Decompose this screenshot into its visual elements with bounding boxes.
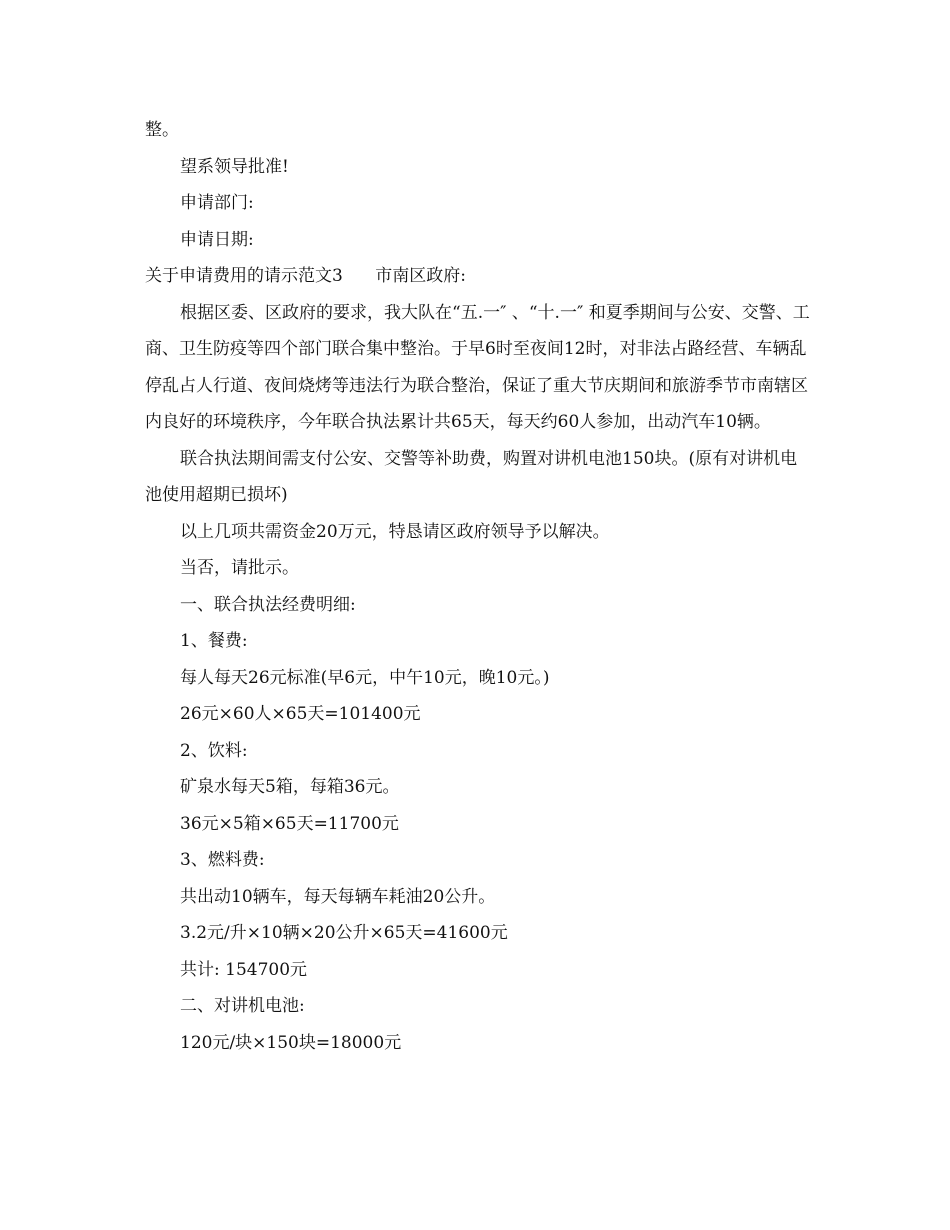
paragraph-meal-standard: 每人每天26元标准(早6元，中午10元，晚10元。) — [180, 667, 550, 688]
formula-battery-cost: 120元/块×150块=18000元 — [180, 1032, 402, 1053]
paragraph-funding-request: 以上几项共需资金20万元，特恳请区政府领导予以解决。 — [180, 521, 610, 542]
section-title: 关于申请费用的请示范文3 市南区政府: — [145, 266, 466, 286]
paragraph-vehicle-usage: 共出动10辆车，每天每辆车耗油20公升。 — [180, 886, 496, 907]
heading-beverage: 2、饮料: — [180, 740, 248, 761]
heading-radio-batteries: 二、对讲机电池: — [180, 996, 305, 1016]
total-expense: 共计: 154700元 — [180, 959, 308, 980]
paragraph-application-date: 申请日期: — [180, 229, 254, 250]
paragraph-instruction-request: 当否，请批示。 — [180, 558, 299, 578]
heading-meal-cost: 1、餐费: — [180, 631, 248, 651]
document-body — [145, 112, 810, 1061]
paragraph-approval-request: 望系领导批准! — [180, 156, 289, 177]
paragraph-background: 根据区委、区政府的要求，我大队在“五.一″ 、“十.一″ 和夏季期间与公安、交警、工商、卫生防疫等四个部门联合集中整治。于早6时至夜间12时，对非法占路经营、车辆乱停乱占人行道、夜间烧烤等违法行为联合整治，保证了重大节庆期间和旅游季节市南辖区内良好的环境秩序，今年联合执法累计共65天，每天约60人参加，出动汽车10辆。 — [145, 302, 810, 432]
paragraph-continuation: 整。 — [145, 120, 179, 140]
paragraph-subsidy-need: 联合执法期间需支付公安、交警等补助费，购置对讲机电池150块。(原有对讲机电池使用超期已损坏) — [145, 448, 798, 505]
heading-expense-details: 一、联合执法经费明细: — [180, 594, 356, 615]
heading-fuel-cost: 3、燃料费: — [180, 850, 265, 870]
paragraph-applying-department: 申请部门: — [180, 193, 254, 213]
formula-water-cost: 36元×5箱×65天=11700元 — [180, 813, 399, 834]
formula-fuel-cost: 3.2元/升×10辆×20公升×65天=41600元 — [180, 923, 508, 943]
formula-meal-cost: 26元×60人×65天=101400元 — [180, 704, 421, 724]
paragraph-water-cost: 矿泉水每天5箱，每箱36元。 — [180, 777, 400, 797]
